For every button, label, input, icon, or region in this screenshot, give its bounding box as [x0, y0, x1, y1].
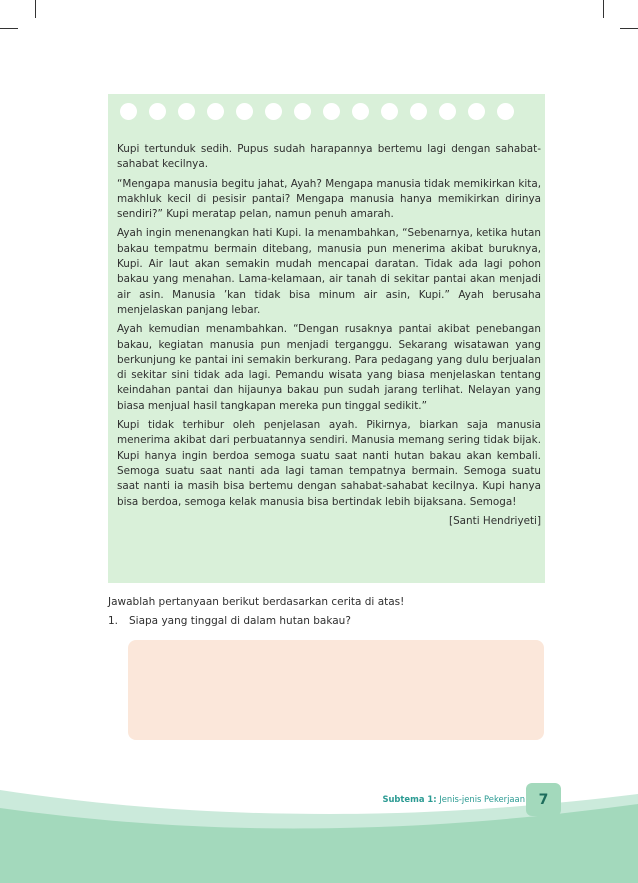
story-paragraph: Ayah kemudian menambahkan. “Dengan rusaknya pantai akibat penebangan bakau, kegiatan manusia pun menjadi terganggu. Sekarang wisatawan yang berkunjung ke pantai ini semakin berkurang. Para pedagang yang dulu berjualan di sekitar sini tidak ada lagi. Pemandu wisata yang biasa menjelaskan tentang keindahan pantai dan hijaunya bakau pun sudah jarang terlihat. Nelayan yang biasa menjual hasil tangkapan mereka pun tinggal sedikit.” [117, 323, 541, 412]
binder-hole-icon [439, 103, 456, 120]
crop-mark [603, 0, 604, 18]
story-paragraph: Ayah ingin menenangkan hati Kupi. Ia menambahkan, “Sebenarnya, ketika hutan bakau tempatmu bermain ditebang, manusia pun menerima akibat buruknya, Kupi. Air laut akan semakin mudah mencapai daratan. Tidak ada lagi pohon bakau yang menahan. Lama-kelamaan, air tanah di sekitar pantai akan menjadi air asin. Manusia ’kan tidak bisa minum air asin, Kupi.” Ayah berusaha menjelaskan panjang lebar. [117, 227, 541, 316]
binder-hole-icon [149, 103, 166, 120]
binder-hole-icon [323, 103, 340, 120]
page-number: 7 [538, 791, 549, 808]
binder-hole-icon [120, 103, 137, 120]
answer-box[interactable] [128, 640, 544, 740]
footer-subtema-title: Jenis-jenis Pekerjaan [439, 794, 525, 804]
question-text: Siapa yang tinggal di dalam hutan bakau? [129, 615, 351, 627]
crop-mark [35, 0, 36, 18]
footer-subtema-label: Subtema 1: [382, 794, 437, 804]
story-paragraph: Kupi tidak terhibur oleh penjelasan ayah. Pikirnya, biarkan saja manusia menerima akibat dari perbuatannya sendiri. Manusia memang sering tidak bijak. Kupi hanya ingin berdoa semoga suatu saat nanti hutan bakau akan kembali. Semoga suatu saat nanti ada lagi taman tempatnya bermain. Semoga suatu saat nanti ia masih bisa bertemu dengan sahabat-sahabat kecilnya. Kupi hanya bisa berdoa, semoga kelak manusia bisa bertindak lebih bijaksana. Semoga! [117, 419, 541, 508]
binder-hole-icon [410, 103, 427, 120]
binder-hole-icon [265, 103, 282, 120]
question-number: 1. [108, 615, 119, 627]
story-text [117, 142, 541, 533]
instruction-text: Jawablah pertanyaan berikut berdasarkan cerita di atas! [108, 596, 405, 608]
binder-hole-icon [497, 103, 514, 120]
binder-hole-icon [178, 103, 195, 120]
story-paragraph: Kupi tertunduk sedih. Pupus sudah harapannya bertemu lagi dengan sahabat- sahabat kecilnya. [117, 143, 541, 171]
story-paragraph: “Mengapa manusia begitu jahat, Ayah? Mengapa manusia tidak memikirkan kita, makhluk kecil di pesisir pantai? Mengapa manusia hanya memikirkan dirinya sendiri?” Kupi meratap pelan, namun penuh amarah. [117, 177, 541, 221]
crop-mark [620, 28, 638, 29]
binder-hole-icon [294, 103, 311, 120]
binder-hole-icon [236, 103, 253, 120]
binder-hole-icon [381, 103, 398, 120]
binder-hole-icon [468, 103, 485, 120]
crop-mark [0, 28, 18, 29]
binder-hole-icon [352, 103, 369, 120]
page-number-badge [526, 783, 561, 816]
story-author: [Santi Hendriyeti] [449, 514, 541, 527]
footer-subtema [340, 794, 525, 804]
binder-hole-icon [207, 103, 224, 120]
story-box [108, 94, 545, 583]
